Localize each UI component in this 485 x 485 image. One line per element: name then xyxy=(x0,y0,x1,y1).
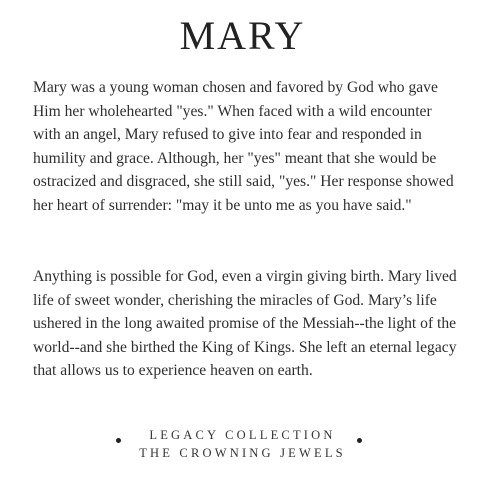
paragraph-story: Mary was a young woman chosen and favored by God who gave Him her wholehearted "yes." When faced with a wild encounter with an angel, Mary refused to give into fear and responded in humility and grace. Although, her "yes" meant that she would be ostracized and disgraced, she still said, "yes." Her response showed her heart of surrender: "may it be unto me as you have said." xyxy=(33,79,454,214)
paragraph-legacy: Anything is possible for God, even a virgin giving birth. Mary lived life of sweet wonder, cherishing the miracles of God. Mary’s life ushered in the long awaited promise of the Messiah--the light of the world--and she birthed the King of Kings. She left an eternal legacy that allows us to experience heaven on earth. xyxy=(33,268,457,380)
bullet-dot-right xyxy=(357,438,362,443)
collection-name: LEGACY COLLECTION xyxy=(149,428,336,442)
collection-subtitle: THE CROWNING JEWELS xyxy=(139,446,346,460)
page-title: MARY xyxy=(179,13,306,58)
collection-footer xyxy=(0,426,485,462)
